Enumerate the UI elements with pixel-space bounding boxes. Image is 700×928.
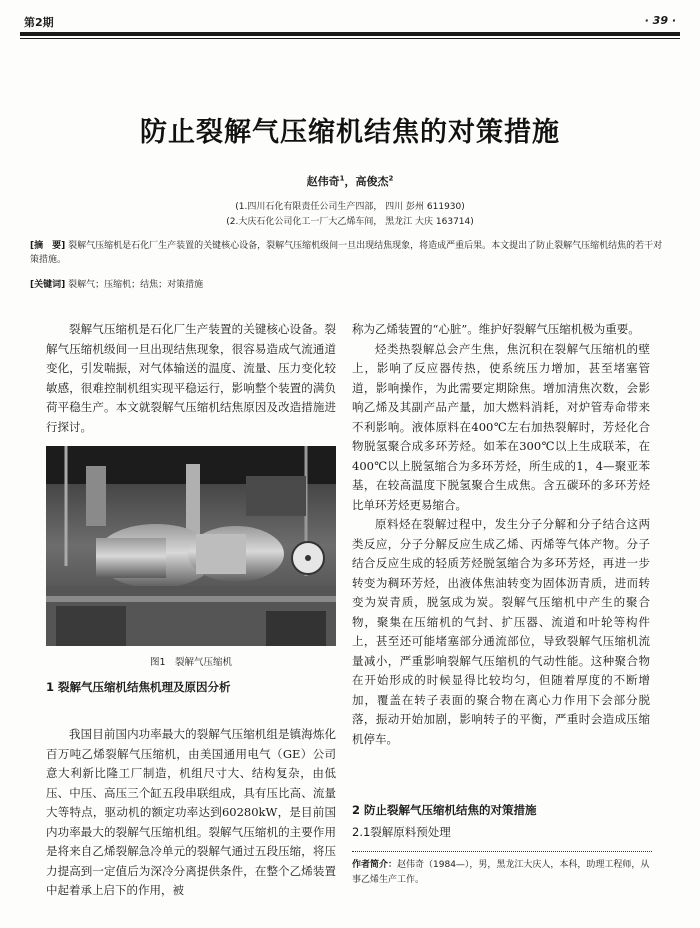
right-paragraph-continued: 称为乙烯装置的“心脏”。维护好裂解气压缩机极为重要。 xyxy=(352,322,640,336)
figure-caption: 图1 裂解气压缩机 xyxy=(149,657,233,668)
section-1-paragraph: 我国目前国内功率最大的裂解气压缩机组是镇海炼化百万吨乙烯裂解气压缩机，由美国通用电气（GE）公司意大利新比隆工厂制造，机组尺寸大、结构复杂，由低压、中压、高压三个缸五段串联组成，具有压比高、流量大等特点，驱动机的额定功率达到60280kW，是目前国内功率最大的裂解气压缩机组。裂解气压缩机的主要作用是将来自乙烯裂解急冷单元的裂解气通过五段压缩，将压力提高到一定值后为深冷分离提供条件，在整个乙烯装置中起着承上启下的作用，被 xyxy=(46,727,336,897)
author-1: 赵伟奇 xyxy=(306,175,340,188)
section-1-heading: 1 裂解气压缩机结焦机理及原因分析 xyxy=(46,680,231,694)
keywords-label: [关键词] xyxy=(30,280,66,290)
intro-paragraph: 裂解气压缩机是石化厂生产装置的关键核心设备。裂解气压缩机级间一旦出现结焦现象，很容易造成气流通道变化，引发喘振，对气体输送的温度、流量、压力变化较敏感，很难控制机组实现平稳运行，影响整个装置的满负荷平稳生产。本文就裂解气压缩机结焦原因及改造措施进行探讨。 xyxy=(46,322,336,434)
keywords-text: 裂解气；压缩机；结焦；对策措施 xyxy=(68,280,204,290)
compressor-photo xyxy=(46,446,336,646)
right-paragraph-1: 烃类热裂解总会产生焦，焦沉积在裂解气压缩机的壁上，影响了反应器传热，使系统压力增加，甚至堵塞管道，影响操作，为此需要定期除焦。增加清焦次数，会影响乙烯及其副产品产量，加大燃料消耗，对炉管寿命带来不利影响。液体原料在400℃左右加热裂解时，芳烃化合物脱氢聚合成多环芳烃。如苯在300℃以上生成联苯，在400℃以上脱氢缩合为多环芳烃，所生成的1，4—聚亚苯基，在较高温度下脱氢聚合生成焦。含五碳环的多环芳烃比单环芳烃更易缩合。 xyxy=(352,341,650,512)
header-rule-thin xyxy=(20,38,680,39)
issue-number: 第2期 xyxy=(24,16,54,29)
author-1-sup: 1 xyxy=(339,174,345,183)
author-2: 高俊杰 xyxy=(355,175,389,188)
section-2-heading: 2 防止裂解气压缩机结焦的对策措施 xyxy=(352,803,537,817)
header-rule-thick xyxy=(20,32,680,36)
intro-paragraph-block xyxy=(46,320,336,437)
running-header xyxy=(24,14,676,30)
author-line xyxy=(0,173,700,189)
author-bio-footnote xyxy=(352,858,652,888)
abstract xyxy=(30,239,670,267)
article-title: 防止裂解气压缩机结焦的对策措施 xyxy=(140,117,560,148)
right-column-body xyxy=(352,320,650,749)
affiliation-2: (2.大庆石化公司化工一厂大乙烯车间， 黑龙江 大庆 163714) xyxy=(226,217,474,227)
footnote-rule xyxy=(352,851,652,852)
footnote-label: 作者简介： xyxy=(352,860,398,870)
page-number: · 39 · xyxy=(644,14,676,27)
author-sep: ， xyxy=(344,175,356,188)
keywords xyxy=(30,277,670,290)
footnote-text: 赵伟奇（1984—），男，黑龙江大庆人，本科，助理工程师，从事乙烯生产工作。 xyxy=(352,860,650,885)
subsection-2-1-heading: 2.1裂解原料预处理 xyxy=(352,825,451,839)
abstract-label: [摘 要] xyxy=(30,241,66,251)
author-2-sup: 2 xyxy=(388,174,394,183)
abstract-text: 裂解气压缩机是石化厂生产装置的关键核心设备，裂解气压缩机级间一旦出现结焦现象，将造成严重后果。本文提出了防止裂解气压缩机结焦的若干对策措施。 xyxy=(30,241,663,265)
compressor-photo-illustration xyxy=(46,446,336,646)
affiliation-1: (1.四川石化有限责任公司生产四部， 四川 彭州 611930) xyxy=(235,202,465,212)
right-paragraph-2: 原料烃在裂解过程中，发生分子分解和分子结合这两类反应，分子分解反应生成乙烯、丙烯等气体产物。分子结合反应生成的轻质芳烃脱氢缩合为多环芳烃，再进一步转变为稠环芳烃，出液体焦油转变为固体沥青质，进而转变为炭青质，脱氢成为炭。裂解气压缩机中产生的聚合物，聚集在压缩机的气封、扩压器、流道和叶轮等构件上，甚至还可能堵塞部分通流部位，导致裂解气压缩机流量减小，严重影响裂解气压缩机的气动性能。这种聚合物在开始形成的时候显得比较均匀，但随着厚度的不断增加，覆盖在转子表面的聚合物在离心力作用下会部分脱落，振动开始加剧，影响转子的平衡，严重时会造成压缩机停车。 xyxy=(352,517,650,746)
section-1-body xyxy=(46,725,336,901)
